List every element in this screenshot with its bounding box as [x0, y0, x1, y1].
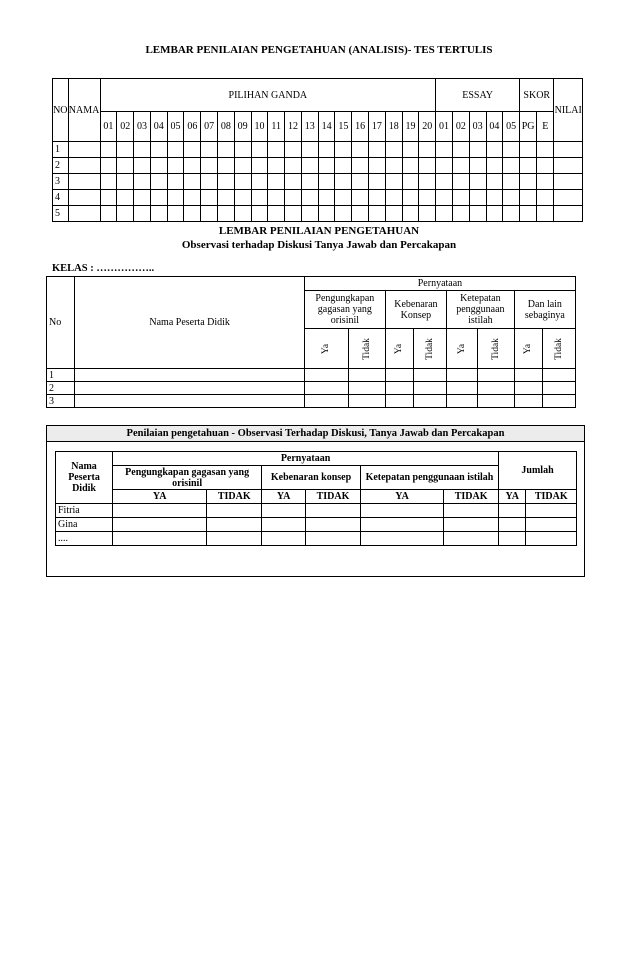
- empty-cell: [184, 142, 201, 158]
- empty-cell: [301, 190, 318, 206]
- empty-cell: [402, 206, 419, 222]
- nama-header: NAMA: [68, 79, 100, 142]
- empty-cell: [251, 174, 268, 190]
- empty-cell: [348, 395, 385, 408]
- criteria-pengungkapan: Pengungkapan gagasan yang orisinil: [304, 291, 385, 329]
- empty-cell: [68, 158, 100, 174]
- student-name: Fitria: [56, 504, 113, 518]
- empty-cell: [318, 206, 335, 222]
- empty-cell: [520, 158, 537, 174]
- empty-cell: [446, 382, 477, 395]
- empty-cell: [234, 142, 251, 158]
- student-name: Gina: [56, 518, 113, 532]
- pg-col-header: 06: [184, 112, 201, 142]
- table-row: [53, 190, 583, 206]
- row-number: 2: [53, 158, 69, 174]
- pg-col-header: 05: [167, 112, 184, 142]
- empty-cell: [520, 190, 537, 206]
- row-number: 4: [53, 190, 69, 206]
- empty-cell: [167, 206, 184, 222]
- pernyataan-header: Pernyataan: [113, 452, 499, 466]
- empty-cell: [201, 158, 218, 174]
- ya-header: YA: [360, 490, 443, 504]
- empty-cell: [207, 532, 262, 546]
- empty-cell: [201, 174, 218, 190]
- table-row: [47, 382, 576, 395]
- empty-cell: [537, 190, 554, 206]
- empty-cell: [514, 395, 542, 408]
- empty-cell: [113, 518, 207, 532]
- pg-col-header: 15: [335, 112, 352, 142]
- skor-col-header: E: [537, 112, 554, 142]
- empty-cell: [469, 174, 486, 190]
- empty-cell: [285, 142, 302, 158]
- observation-subtitle: Observasi terhadap Diskusi Tanya Jawab dan Percakapan: [181, 239, 457, 251]
- empty-cell: [526, 504, 577, 518]
- essay-col-header: 04: [486, 112, 503, 142]
- empty-cell: [419, 158, 436, 174]
- empty-cell: [301, 174, 318, 190]
- pg-col-header: 01: [100, 112, 117, 142]
- empty-cell: [262, 504, 306, 518]
- table-row: [53, 158, 583, 174]
- empty-cell: [113, 504, 207, 518]
- observation-summary-panel: [46, 425, 585, 577]
- row-number: 2: [47, 382, 75, 395]
- empty-cell: [285, 206, 302, 222]
- empty-cell: [385, 142, 402, 158]
- pg-col-header: 19: [402, 112, 419, 142]
- empty-cell: [117, 142, 134, 158]
- empty-cell: [414, 382, 447, 395]
- empty-cell: [304, 395, 348, 408]
- criteria-kebenaran: Kebenaran konsep: [262, 466, 361, 490]
- empty-cell: [526, 532, 577, 546]
- empty-cell: [514, 369, 542, 382]
- empty-cell: [184, 190, 201, 206]
- table-row: [56, 532, 577, 546]
- empty-cell: [150, 174, 167, 190]
- empty-cell: [503, 206, 520, 222]
- empty-cell: [436, 158, 453, 174]
- essay-col-header: 03: [469, 112, 486, 142]
- empty-cell: [301, 142, 318, 158]
- empty-cell: [503, 190, 520, 206]
- empty-cell: [348, 382, 385, 395]
- empty-cell: [477, 382, 514, 395]
- empty-cell: [301, 158, 318, 174]
- pg-col-header: 02: [117, 112, 134, 142]
- empty-cell: [469, 206, 486, 222]
- empty-cell: [452, 206, 469, 222]
- empty-cell: [469, 142, 486, 158]
- empty-cell: [554, 174, 583, 190]
- empty-cell: [554, 158, 583, 174]
- empty-cell: [68, 190, 100, 206]
- ya-label: Ya: [456, 343, 467, 355]
- empty-cell: [251, 142, 268, 158]
- empty-cell: [352, 174, 369, 190]
- essay-col-header: 01: [436, 112, 453, 142]
- tidak-header: [543, 329, 576, 369]
- criteria-kebenaran: Kebenaran Konsep: [385, 291, 446, 329]
- empty-cell: [234, 190, 251, 206]
- empty-cell: [452, 158, 469, 174]
- empty-cell: [543, 395, 576, 408]
- empty-cell: [268, 158, 285, 174]
- empty-cell: [335, 174, 352, 190]
- empty-cell: [444, 518, 499, 532]
- empty-cell: [201, 190, 218, 206]
- nama-peserta-header: Nama Peserta Didik: [56, 452, 113, 504]
- row-number: 5: [53, 206, 69, 222]
- empty-cell: [486, 190, 503, 206]
- empty-cell: [352, 190, 369, 206]
- empty-cell: [117, 206, 134, 222]
- empty-cell: [100, 142, 117, 158]
- empty-cell: [369, 190, 386, 206]
- empty-cell: [285, 158, 302, 174]
- pg-col-header: 12: [285, 112, 302, 142]
- empty-cell: [207, 518, 262, 532]
- pg-col-header: 11: [268, 112, 285, 142]
- empty-cell: [184, 158, 201, 174]
- empty-cell: [446, 369, 477, 382]
- empty-cell: [134, 206, 151, 222]
- pg-col-header: 09: [234, 112, 251, 142]
- empty-cell: [436, 174, 453, 190]
- empty-cell: [520, 174, 537, 190]
- table-row: [47, 395, 576, 408]
- empty-cell: [486, 158, 503, 174]
- empty-cell: [360, 504, 443, 518]
- empty-cell: [251, 158, 268, 174]
- empty-cell: [335, 206, 352, 222]
- empty-cell: [436, 190, 453, 206]
- empty-cell: [436, 142, 453, 158]
- tidak-header: [477, 329, 514, 369]
- empty-cell: [306, 532, 361, 546]
- empty-cell: [402, 190, 419, 206]
- analysis-title: LEMBAR PENILAIAN PENGETAHUAN (ANALISIS)- TES TERTULIS: [145, 44, 493, 56]
- tidak-label: Tidak: [361, 338, 372, 360]
- empty-cell: [234, 158, 251, 174]
- tidak-header: TIDAK: [306, 490, 361, 504]
- empty-cell: [262, 532, 306, 546]
- empty-cell: [100, 206, 117, 222]
- student-name: ....: [56, 532, 113, 546]
- empty-cell: [419, 206, 436, 222]
- empty-cell: [554, 190, 583, 206]
- ya-header: [446, 329, 477, 369]
- pg-col-header: 03: [134, 112, 151, 142]
- empty-cell: [537, 158, 554, 174]
- empty-cell: [234, 174, 251, 190]
- ya-header: [385, 329, 413, 369]
- pg-col-header: 07: [201, 112, 218, 142]
- empty-cell: [134, 190, 151, 206]
- empty-cell: [318, 158, 335, 174]
- jumlah-header: Jumlah: [499, 452, 577, 490]
- empty-cell: [348, 369, 385, 382]
- pg-col-header: 20: [419, 112, 436, 142]
- empty-cell: [75, 369, 305, 382]
- empty-cell: [201, 142, 218, 158]
- tidak-header: TIDAK: [526, 490, 577, 504]
- empty-cell: [68, 174, 100, 190]
- table-row: [53, 174, 583, 190]
- empty-cell: [268, 206, 285, 222]
- empty-cell: [251, 206, 268, 222]
- empty-cell: [477, 369, 514, 382]
- empty-cell: [360, 518, 443, 532]
- table-row: [47, 369, 576, 382]
- empty-cell: [318, 142, 335, 158]
- empty-cell: [477, 395, 514, 408]
- empty-cell: [134, 142, 151, 158]
- empty-cell: [499, 532, 526, 546]
- empty-cell: [134, 158, 151, 174]
- empty-cell: [117, 174, 134, 190]
- pg-col-header: 04: [150, 112, 167, 142]
- empty-cell: [352, 142, 369, 158]
- empty-cell: [537, 174, 554, 190]
- empty-cell: [68, 206, 100, 222]
- empty-cell: [486, 174, 503, 190]
- tidak-label: Tidak: [425, 338, 436, 360]
- empty-cell: [385, 369, 413, 382]
- empty-cell: [167, 158, 184, 174]
- empty-cell: [100, 158, 117, 174]
- empty-cell: [514, 382, 542, 395]
- ya-header: [304, 329, 348, 369]
- empty-cell: [385, 206, 402, 222]
- empty-cell: [207, 504, 262, 518]
- ya-header: YA: [499, 490, 526, 504]
- empty-cell: [419, 190, 436, 206]
- empty-cell: [100, 174, 117, 190]
- nama-peserta-header: Nama Peserta Didik: [75, 277, 305, 369]
- empty-cell: [444, 532, 499, 546]
- empty-cell: [520, 206, 537, 222]
- empty-cell: [218, 142, 235, 158]
- empty-cell: [419, 174, 436, 190]
- empty-cell: [452, 190, 469, 206]
- empty-cell: [150, 158, 167, 174]
- empty-cell: [385, 158, 402, 174]
- empty-cell: [499, 518, 526, 532]
- empty-cell: [414, 369, 447, 382]
- summary-table: [55, 451, 577, 546]
- criteria-ketepatan: Ketepatan penggunaan istilah: [360, 466, 498, 490]
- tidak-label: Tidak: [554, 338, 565, 360]
- empty-cell: [335, 142, 352, 158]
- empty-cell: [352, 158, 369, 174]
- no-header: NO: [53, 79, 69, 142]
- empty-cell: [306, 518, 361, 532]
- empty-cell: [554, 206, 583, 222]
- skor-header: SKOR: [520, 79, 554, 112]
- table-row: [56, 504, 577, 518]
- empty-cell: [369, 206, 386, 222]
- table-row: [56, 518, 577, 532]
- empty-cell: [444, 504, 499, 518]
- essay-col-header: 02: [452, 112, 469, 142]
- ya-label: Ya: [523, 343, 534, 355]
- empty-cell: [268, 190, 285, 206]
- empty-cell: [335, 190, 352, 206]
- pg-col-header: 17: [369, 112, 386, 142]
- empty-cell: [251, 190, 268, 206]
- row-number: 1: [53, 142, 69, 158]
- empty-cell: [486, 206, 503, 222]
- empty-cell: [75, 395, 305, 408]
- tidak-header: [414, 329, 447, 369]
- empty-cell: [306, 504, 361, 518]
- row-number: 3: [53, 174, 69, 190]
- empty-cell: [150, 142, 167, 158]
- empty-cell: [526, 518, 577, 532]
- panel-title: Penilaian pengetahuan - Observasi Terhadap Diskusi, Tanya Jawab dan Percakapan: [47, 426, 584, 442]
- empty-cell: [369, 158, 386, 174]
- empty-cell: [304, 382, 348, 395]
- empty-cell: [436, 206, 453, 222]
- empty-cell: [503, 174, 520, 190]
- criteria-ketepatan: Ketepatan penggunaan istilah: [446, 291, 514, 329]
- empty-cell: [543, 382, 576, 395]
- empty-cell: [402, 142, 419, 158]
- pg-col-header: 08: [218, 112, 235, 142]
- ya-header: [514, 329, 542, 369]
- empty-cell: [318, 190, 335, 206]
- empty-cell: [268, 174, 285, 190]
- empty-cell: [352, 206, 369, 222]
- tidak-header: [348, 329, 385, 369]
- essay-col-header: 05: [503, 112, 520, 142]
- pilihan-ganda-header: PILIHAN GANDA: [100, 79, 436, 112]
- tidak-label: Tidak: [490, 338, 501, 360]
- empty-cell: [543, 369, 576, 382]
- empty-cell: [402, 174, 419, 190]
- tidak-header: TIDAK: [207, 490, 262, 504]
- empty-cell: [184, 206, 201, 222]
- row-number: 1: [47, 369, 75, 382]
- empty-cell: [335, 158, 352, 174]
- tidak-header: TIDAK: [444, 490, 499, 504]
- skor-col-header: PG: [520, 112, 537, 142]
- ya-label: Ya: [394, 343, 405, 355]
- table-row: [53, 206, 583, 222]
- empty-cell: [184, 174, 201, 190]
- empty-cell: [385, 174, 402, 190]
- empty-cell: [503, 158, 520, 174]
- empty-cell: [68, 142, 100, 158]
- empty-cell: [167, 190, 184, 206]
- pg-col-header: 13: [301, 112, 318, 142]
- empty-cell: [446, 395, 477, 408]
- empty-cell: [499, 504, 526, 518]
- empty-cell: [469, 158, 486, 174]
- kelas-label: KELAS : ……………..: [52, 263, 155, 274]
- pernyataan-header: Pernyataan: [304, 277, 575, 291]
- row-number: 3: [47, 395, 75, 408]
- empty-cell: [360, 532, 443, 546]
- pg-col-header: 14: [318, 112, 335, 142]
- empty-cell: [414, 395, 447, 408]
- empty-cell: [262, 518, 306, 532]
- empty-cell: [201, 206, 218, 222]
- empty-cell: [402, 158, 419, 174]
- no-header: No: [47, 277, 75, 369]
- observation-table: [46, 276, 576, 408]
- empty-cell: [218, 174, 235, 190]
- pg-col-header: 10: [251, 112, 268, 142]
- empty-cell: [554, 142, 583, 158]
- empty-cell: [318, 174, 335, 190]
- observation-title: LEMBAR PENILAIAN PENGETAHUAN: [218, 225, 420, 237]
- ya-label: Ya: [321, 343, 332, 355]
- empty-cell: [117, 158, 134, 174]
- empty-cell: [452, 174, 469, 190]
- empty-cell: [285, 190, 302, 206]
- ya-header: YA: [262, 490, 306, 504]
- empty-cell: [369, 142, 386, 158]
- criteria-pengungkapan: Pengungkapan gagasan yang orisinil: [113, 466, 262, 490]
- empty-cell: [167, 142, 184, 158]
- criteria-lain: Dan lain sebaginya: [514, 291, 575, 329]
- empty-cell: [285, 174, 302, 190]
- empty-cell: [537, 142, 554, 158]
- empty-cell: [100, 190, 117, 206]
- nilai-header: NILAI: [554, 79, 583, 142]
- empty-cell: [537, 206, 554, 222]
- pg-col-header: 16: [352, 112, 369, 142]
- empty-cell: [304, 369, 348, 382]
- empty-cell: [419, 142, 436, 158]
- empty-cell: [301, 206, 318, 222]
- empty-cell: [452, 142, 469, 158]
- empty-cell: [218, 158, 235, 174]
- empty-cell: [369, 174, 386, 190]
- empty-cell: [385, 190, 402, 206]
- empty-cell: [503, 142, 520, 158]
- empty-cell: [218, 190, 235, 206]
- essay-header: ESSAY: [436, 79, 520, 112]
- pg-col-header: 18: [385, 112, 402, 142]
- table-row: [53, 142, 583, 158]
- empty-cell: [218, 206, 235, 222]
- empty-cell: [234, 206, 251, 222]
- empty-cell: [268, 142, 285, 158]
- empty-cell: [167, 174, 184, 190]
- empty-cell: [134, 174, 151, 190]
- empty-cell: [113, 532, 207, 546]
- written-test-table: [52, 78, 583, 222]
- ya-header: YA: [113, 490, 207, 504]
- empty-cell: [520, 142, 537, 158]
- empty-cell: [75, 382, 305, 395]
- empty-cell: [150, 190, 167, 206]
- empty-cell: [385, 382, 413, 395]
- empty-cell: [486, 142, 503, 158]
- empty-cell: [150, 206, 167, 222]
- empty-cell: [469, 190, 486, 206]
- empty-cell: [385, 395, 413, 408]
- empty-cell: [117, 190, 134, 206]
